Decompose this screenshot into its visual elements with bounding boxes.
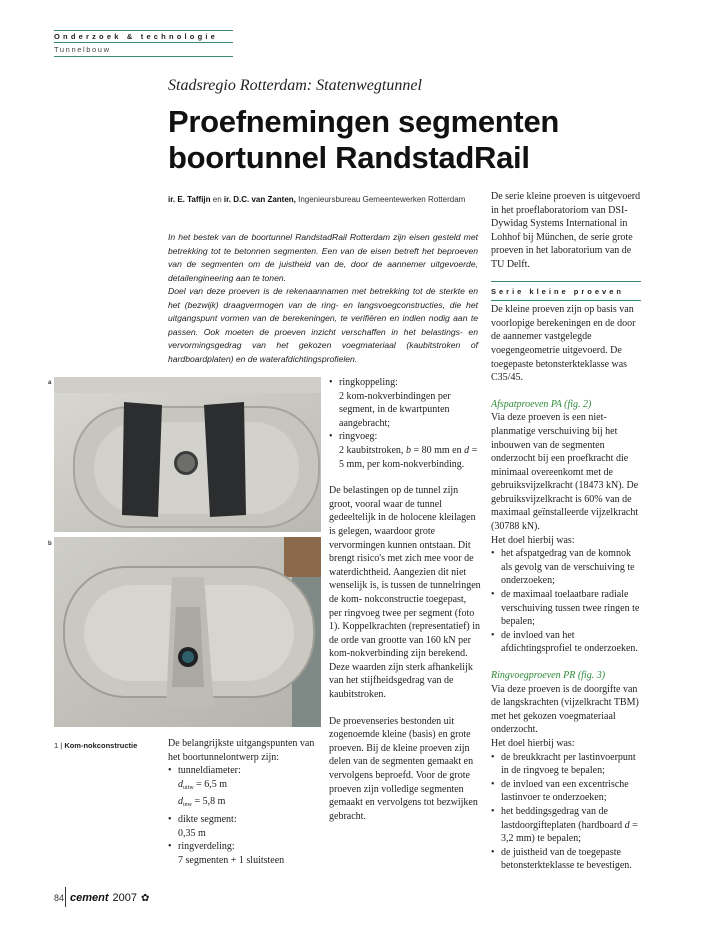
column-right [491, 190, 641, 873]
box-heading-rule [491, 281, 641, 302]
footer-year: 2007 [112, 892, 138, 904]
figure-label-a: a [48, 380, 52, 386]
box-heading: Serie kleine proeven [491, 286, 624, 296]
header-rule-mid [54, 42, 233, 43]
pr-bullet-4: • de juistheid van de toegepaste betonsterkteklasse te bevestigen. [491, 846, 641, 873]
left-bullet-2: • dikte segment: 0,35 m [168, 813, 318, 840]
pr-bullet-3: • het beddingsgedrag van de lastdoorgifteplaten (hardboard d = 3,2 mm) te bepalen; [491, 805, 641, 846]
footer-divider [65, 887, 66, 907]
page-number: 84 [54, 893, 65, 903]
author-affiliation: Ingenieursbureau Gemeentewerken Rotterdam [295, 195, 466, 204]
heading-ringvoegproeven: Ringvoegproeven PR (fig. 3) [491, 670, 606, 681]
middle-paragraph-2: De proevenseries bestonden uit zogenoemde kleine (basis) en grote proeven. Bij de kleine proeven zijn delen van de segmenten gemaakt en vervolgens beproefd. Voor de grote proeven zijn volledige segmenten gemaakt en vervolgens tot bezwijken gebracht. [329, 715, 478, 822]
author-2: ir. D.C. van Zanten, [223, 195, 296, 204]
photo-a-illustration [54, 377, 321, 532]
photo-b-illustration [54, 537, 321, 727]
right-paragraph-1: De serie kleine proeven is uitgevoerd in het proeflaboratoriom van DSI-Dywidag Systems International in Lohhof bij München, de serie grote proeven in het laboratorium van de TU Delft. [491, 191, 641, 270]
caption-number: 1 [54, 741, 59, 750]
pa-bullet-2: • de maximaal toelaatbare radiale verschuiving tussen twee ringen te bepalen; [491, 588, 641, 629]
intro-paragraph-1: In het bestek van de boortunnel RandstadRail Rotterdam zijn eisen gesteld met betrekking tot te betonnen segmenten. Een van de eisen betreft het beproeven van de segmenten om de juistheid van de, door de aannemer uitgevoerde, detailengineering aan te tonen. [168, 232, 478, 283]
article-title: Proefnemingen segmenten boortunnel RandstadRail [168, 104, 560, 175]
pr-bullet-2: • de invloed van een excentrische lastinvoer te onderzoeken; [491, 778, 641, 805]
middle-bullet-1: • ringkoppeling: 2 kom-nokverbindingen per segment, in de kwartpunten aangebracht; [329, 376, 481, 430]
middle-bullet-list [329, 376, 481, 471]
subsection-label: Tunnelbouw [54, 45, 111, 54]
photo-a-kom-nok [54, 377, 321, 532]
pa-bullet-3: • de invloed van het afdichtingsprofiel te onderzoeken. [491, 629, 641, 656]
caption-separator: | [60, 741, 63, 750]
left-paragraph-1: De belangrijkste uitgangspunten van het boortunnelontwerp zijn: [168, 738, 315, 763]
pa-bullet-1: • het afspatgedrag van de komnok als gevolg van de verschuiving te onderzoeken; [491, 547, 641, 588]
article-kicker: Stadsregio Rotterdam: Statenwegtunnel [168, 77, 422, 94]
column-left [168, 737, 318, 867]
figure-caption [54, 741, 137, 750]
author-and: en [210, 195, 224, 204]
intro-paragraph-2: Doel van deze proeven is de rekenaannamen met betrekking tot de sterkte en het (bezwijk) draagvermogen van de ring- en langsvoegconstructies, die het uitgangspunt vormen van de berekeningen, te verifiëren en indien nodig aan te passen. Ook moeten de proeven inzicht verschaffen in het belastings- en vervormingsgedrag van het gekozen voegmateriaal (kaubitstroken of hardboardplaten) en de waterafdichtingsprofielen. [168, 286, 478, 364]
pr-bullet-list [491, 751, 641, 873]
author-1: ir. E. Taffijn [168, 195, 211, 204]
left-bullet-list [168, 764, 318, 867]
middle-paragraph-1: De belastingen op de tunnel zijn groot, vooral waar de tunnel gedeeltelijk in de holocene kleilagen is gelegen, waardoor grote vervormingen kunnen ontstaan. Dit brengt risico's met zich mee voor de waterdichtheid. Aangezien dit niet wenselijk is, is tussen de tunnelringen de kom- nokconstructie toegepast, per ringvoeg twee per segment (foto 1). Koppelkrachten (representatief) in de orde van grootte van 160 kN per kom-nokverbinding zijn berekend. Deze waarden zijn sterk afhankelijk van het stijfheidsgedrag van de kaubitstroken. [329, 485, 481, 701]
section-label: Onderzoek & technologie [54, 32, 219, 41]
right-paragraph-3: Via deze proeven is een niet-planmatige verschuiving bij het inbouwen van de segmenten onderzocht bij een proefkracht die minimaal overeenkomt met de gebruiksvijzelkracht (18473 kN). De gebruiksvijzelkracht is 60% van de maximaal geïnstalleerde vijzelkracht (30788 kN). [491, 412, 639, 533]
pr-bullet-1: • de breukkracht per lastinvoerpunt in de ringvoeg te bepalen; [491, 751, 641, 778]
left-bullet-3: • ringverdeling: 7 segmenten + 1 sluitsteen [168, 840, 318, 867]
middle-bullet-2: • ringvoeg: 2 kaubitstroken, b = 80 mm en d = 5 mm, per kom-nokverbinding. [329, 430, 481, 471]
pa-bullet-list [491, 547, 641, 656]
right-paragraph-6: Het doel hierbij was: [491, 737, 575, 749]
header-rule-top [54, 30, 233, 31]
right-paragraph-5: Via deze proeven is de doorgifte van de langskrachten (vijzelkracht TBM) met het gekozen voegmateriaal onderzocht. [491, 683, 639, 736]
caption-text: Kom-nokconstructie [64, 741, 138, 750]
column-middle [329, 376, 481, 823]
right-paragraph-4: Het doel hierbij was: [491, 534, 575, 546]
heading-afspatproeven: Afspatproeven PA (fig. 2) [491, 398, 592, 410]
article-authors [168, 193, 478, 206]
footer-brand [70, 888, 149, 906]
footer-logo-icon: ✿ [141, 893, 150, 904]
right-paragraph-2: De kleine proeven zijn op basis van voorlopige berekeningen en de door de aannemer vastgelegde voegengeometrie uitgevoerd. De toegepaste betonsterkteklasse was C35/45. [491, 304, 636, 384]
left-bullet-1: • tunneldiameter: $d_{uitw} = 6,5$ m $d_{inw} = 5,8$ m [168, 764, 318, 813]
figure-label-b: b [48, 541, 52, 547]
article-intro [168, 231, 478, 366]
footer-brand-name: cement [70, 892, 109, 904]
photo-b-kom-nok [54, 537, 321, 727]
header-rule-bottom [54, 56, 233, 57]
